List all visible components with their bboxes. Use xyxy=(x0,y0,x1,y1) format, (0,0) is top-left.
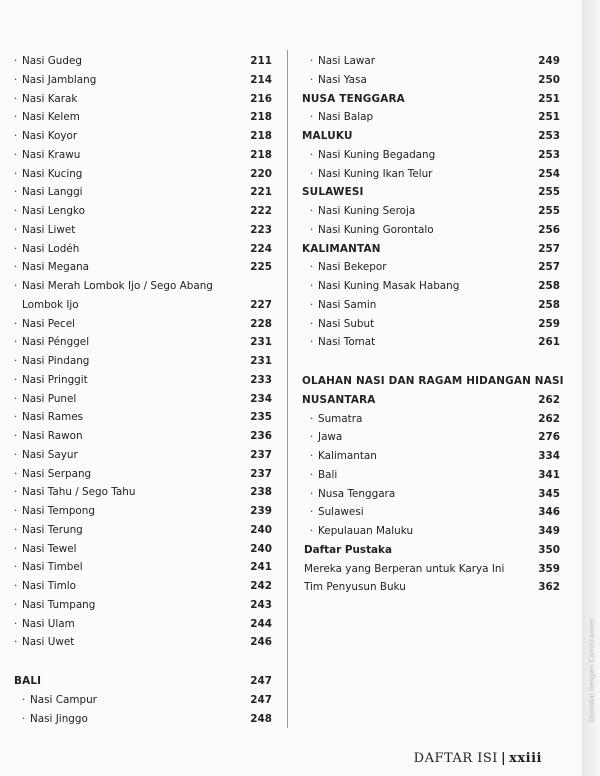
toc-entry: · Nasi Ulam 244 xyxy=(10,615,272,634)
toc-entry: · Nasi Serpang 237 xyxy=(10,465,272,484)
toc-section-heading: NUSANTARA 262 xyxy=(302,393,560,406)
toc-entry: · Nasi Koyor 218 xyxy=(10,127,272,146)
toc-entry: · Nasi Lodéh 224 xyxy=(10,240,272,259)
toc-entry: · Nasi Subut 259 xyxy=(298,315,560,334)
toc-entry: Mereka yang Berperan untuk Karya Ini 359 xyxy=(304,562,560,575)
toc-entry: · Kalimantan 334 xyxy=(298,447,560,466)
toc-entry: · Nasi Tumpang 243 xyxy=(10,596,272,615)
toc-entry: · Nasi Jamblang 214 xyxy=(10,71,272,90)
toc-entry: · Nasi Lengko 222 xyxy=(10,202,272,221)
toc-left-column xyxy=(10,52,272,728)
page-footer xyxy=(414,751,542,766)
toc-entry: · Jawa 276 xyxy=(298,428,560,447)
toc-entry: · Nasi Uwet 246 xyxy=(10,633,272,652)
toc-entry: · Nasi Kucing 220 xyxy=(10,165,272,184)
toc-entry: · Nasi Pringgit 233 xyxy=(10,371,272,390)
toc-entry: · Nasi Pecel 228 xyxy=(10,315,272,334)
toc-entry: · Nasi Karak 216 xyxy=(10,90,272,109)
footer-section-title: DAFTAR ISI xyxy=(413,751,498,766)
toc-entry: · Sulawesi 346 xyxy=(298,503,560,522)
toc-entry: · Bali 341 xyxy=(298,466,560,485)
toc-entry: · Nasi Kuning Ikan Telur 254 xyxy=(298,165,560,184)
toc-entry: · Nasi Lawar 249 xyxy=(298,52,560,71)
toc-entry: · Nasi Yasa 250 xyxy=(298,71,560,90)
toc-entry: · Nasi Liwet 223 xyxy=(10,221,272,240)
toc-section-heading: NUSA TENGGARA 251 xyxy=(302,92,560,105)
toc-entry: · Nasi Campur 247 xyxy=(10,691,272,710)
toc-entry: · Nasi Krawu 218 xyxy=(10,146,272,165)
toc-section-heading: BALI 247 xyxy=(14,675,272,687)
toc-entry: · Nasi Kuning Seroja 255 xyxy=(298,202,560,221)
toc-entry: · Nasi Tomat 261 xyxy=(298,333,560,352)
toc-entry: · Nasi Kuning Gorontalo 256 xyxy=(298,221,560,240)
toc-entry: · Nasi Jinggo 248 xyxy=(10,710,272,729)
column-divider xyxy=(287,50,288,728)
toc-entry: · Nasi Gudeg 211 xyxy=(10,52,272,71)
toc-entry: · Nasi Megana 225 xyxy=(10,258,272,277)
toc-entry: · Nasi Terung 240 xyxy=(10,521,272,540)
toc-entry: · Nasi Kuning Masak Habang 258 xyxy=(298,277,560,296)
toc-entry: · Nasi Timbel 241 xyxy=(10,558,272,577)
toc-entry: · Nasi Merah Lombok Ijo / Sego Abang xyxy=(10,277,272,296)
toc-right-column xyxy=(298,52,564,597)
toc-section-heading: MALUKU 253 xyxy=(302,130,560,142)
toc-entry: · Nusa Tenggara 345 xyxy=(298,485,560,504)
toc-entry: · Nasi Sayur 237 xyxy=(10,446,272,465)
toc-entry: · Nasi Pindang 231 xyxy=(10,352,272,371)
toc-entry: · Nasi Timlo 242 xyxy=(10,577,272,596)
toc-entry: Tim Penyusun Buku 362 xyxy=(304,581,560,594)
toc-section-heading: SULAWESI 255 xyxy=(302,186,560,199)
scanner-watermark: Dipindai dengan CamScanner xyxy=(588,618,596,723)
toc-section-heading: KALIMANTAN 257 xyxy=(302,242,560,255)
toc-entry: Daftar Pustaka 350 xyxy=(304,543,560,556)
toc-entry: · Nasi Balap 251 xyxy=(298,108,560,127)
toc-entry: · Nasi Tahu / Sego Tahu 238 xyxy=(10,483,272,502)
toc-entry: · Nasi Punel 234 xyxy=(10,390,272,409)
toc-entry: · Nasi Rames 235 xyxy=(10,408,272,427)
toc-entry: · Nasi Rawon 236 xyxy=(10,427,272,446)
toc-entry: · Nasi Langgi 221 xyxy=(10,183,272,202)
toc-entry: · Nasi Kelem 218 xyxy=(10,108,272,127)
toc-entry: · Nasi Tewel 240 xyxy=(10,540,272,559)
toc-entry: · Nasi Pénggel 231 xyxy=(10,333,272,352)
toc-entry: · Nasi Samin 258 xyxy=(298,296,560,315)
toc-entry: · Sumatra 262 xyxy=(298,410,560,429)
footer-page-number: xxiii xyxy=(509,751,542,766)
toc-entry-continuation: Lombok Ijo 227 xyxy=(22,298,272,311)
toc-entry: · Nasi Tempong 239 xyxy=(10,502,272,521)
toc-entry: · Nasi Bekepor 257 xyxy=(298,258,560,277)
footer-separator: | xyxy=(500,751,507,766)
toc-entry: · Kepulauan Maluku 349 xyxy=(298,522,560,541)
toc-section-heading: OLAHAN NASI DAN RAGAM HIDANGAN NASI xyxy=(302,375,564,387)
toc-entry: · Nasi Kuning Begadang 253 xyxy=(298,146,560,165)
